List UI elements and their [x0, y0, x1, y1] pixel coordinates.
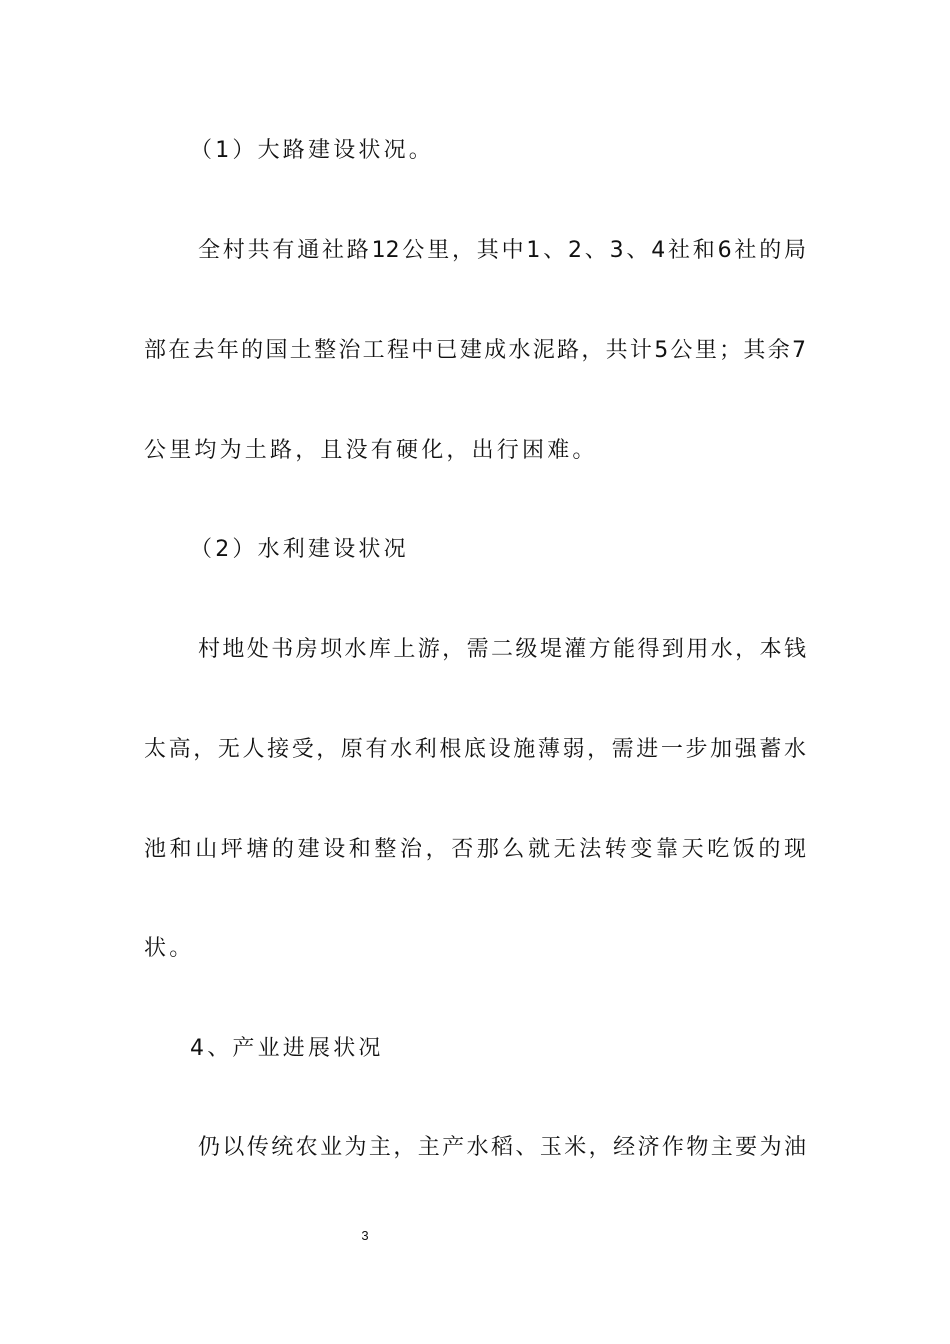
heading-industry-development: 4、产业进展状况 [190, 1036, 384, 1061]
paragraph-line: 公里均为土路，且没有硬化，出行困难。 [144, 438, 598, 463]
heading-water-conservancy: （2）水利建设状况 [190, 537, 409, 562]
heading-road-construction: （1）大路建设状况。 [190, 138, 434, 163]
paragraph-line: 村地处书房坝水库上游，需二级堤灌方能得到用水，本钱 [198, 637, 806, 662]
paragraph-line: 池和山坪塘的建设和整治，否那么就无法转变靠天吃饭的现 [144, 837, 806, 862]
paragraph-line: 仍以传统农业为主，主产水稻、玉米，经济作物主要为油 [198, 1135, 806, 1160]
paragraph-line: 状。 [144, 936, 195, 961]
page-number: 3 [361, 1228, 369, 1243]
paragraph-line: 全村共有通社路12公里，其中1、2、3、4社和6社的局 [198, 238, 806, 263]
paragraph-line: 太高，无人接受，原有水利根底设施薄弱，需进一步加强蓄水 [144, 737, 806, 762]
paragraph-line: 部在去年的国土整治工程中已建成水泥路，共计5公里；其余7 [144, 338, 806, 363]
